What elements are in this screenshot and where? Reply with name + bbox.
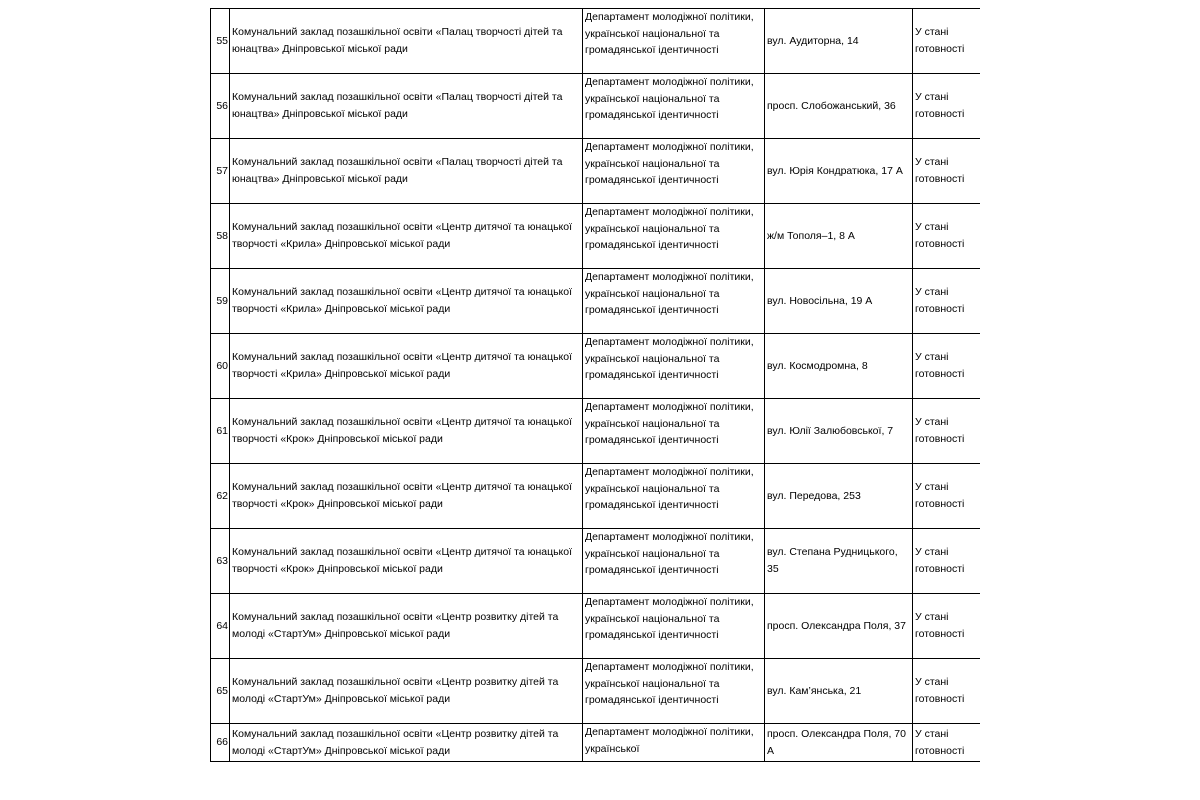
- status: У стані готовності: [913, 74, 981, 139]
- address: вул. Космодромна, 8: [765, 334, 913, 399]
- address: просп. Слобожанський, 36: [765, 74, 913, 139]
- status: У стані готовності: [913, 269, 981, 334]
- institution-name: Комунальний заклад позашкільної освіти «Палац творчості дітей та юнацтва» Дніпровської міської ради: [230, 9, 583, 74]
- row-number: 60: [211, 334, 230, 399]
- row-number: 56: [211, 74, 230, 139]
- department: Департамент молодіжної політики, української національної та громадянської ідентичності: [583, 74, 765, 139]
- status: У стані готовності: [913, 464, 981, 529]
- department: Департамент молодіжної політики, української національної та громадянської ідентичності: [583, 529, 765, 594]
- department: Департамент молодіжної політики, української національної та громадянської ідентичності: [583, 334, 765, 399]
- address: вул. Юрія Кондратюка, 17 А: [765, 139, 913, 204]
- department: Департамент молодіжної політики, української: [583, 724, 765, 762]
- institution-name: Комунальний заклад позашкільної освіти «Центр дитячої та юнацької творчості «Крок» Дніпровської міської ради: [230, 529, 583, 594]
- document-page: [210, 8, 980, 783]
- status: У стані готовності: [913, 399, 981, 464]
- department: Департамент молодіжної політики, української національної та громадянської ідентичності: [583, 9, 765, 74]
- status: У стані готовності: [913, 9, 981, 74]
- department: Департамент молодіжної політики, української національної та громадянської ідентичності: [583, 204, 765, 269]
- table-row: [211, 659, 981, 724]
- institution-name: Комунальний заклад позашкільної освіти «Центр дитячої та юнацької творчості «Крок» Дніпровської міської ради: [230, 464, 583, 529]
- address: вул. Передова, 253: [765, 464, 913, 529]
- table-row: [211, 139, 981, 204]
- status: У стані готовності: [913, 334, 981, 399]
- table-row: [211, 269, 981, 334]
- table-row: [211, 9, 981, 74]
- address: вул. Кам’янська, 21: [765, 659, 913, 724]
- status: У стані готовності: [913, 204, 981, 269]
- department: Департамент молодіжної політики, української національної та громадянської ідентичності: [583, 399, 765, 464]
- institutions-table: [210, 8, 980, 762]
- row-number: 66: [211, 724, 230, 762]
- table-row: [211, 464, 981, 529]
- address: просп. Олександра Поля, 37: [765, 594, 913, 659]
- row-number: 63: [211, 529, 230, 594]
- row-number: 59: [211, 269, 230, 334]
- department: Департамент молодіжної політики, української національної та громадянської ідентичності: [583, 464, 765, 529]
- row-number: 58: [211, 204, 230, 269]
- address: вул. Аудиторна, 14: [765, 9, 913, 74]
- row-number: 65: [211, 659, 230, 724]
- row-number: 62: [211, 464, 230, 529]
- institution-name: Комунальний заклад позашкільної освіти «Центр дитячої та юнацької творчості «Крила» Дніпровської міської ради: [230, 204, 583, 269]
- table-row: [211, 724, 981, 762]
- table-row: [211, 399, 981, 464]
- row-number: 55: [211, 9, 230, 74]
- status: У стані готовності: [913, 594, 981, 659]
- row-number: 61: [211, 399, 230, 464]
- table-row: [211, 529, 981, 594]
- table-row: [211, 204, 981, 269]
- department: Департамент молодіжної політики, української національної та громадянської ідентичності: [583, 139, 765, 204]
- institution-name: Комунальний заклад позашкільної освіти «Центр розвитку дітей та молоді «СтартУм» Дніпровської міської ради: [230, 724, 583, 762]
- department: Департамент молодіжної політики, української національної та громадянської ідентичності: [583, 594, 765, 659]
- status: У стані готовності: [913, 529, 981, 594]
- status: У стані готовності: [913, 139, 981, 204]
- institution-name: Комунальний заклад позашкільної освіти «Центр розвитку дітей та молоді «СтартУм» Дніпровської міської ради: [230, 659, 583, 724]
- address: ж/м Тополя–1, 8 А: [765, 204, 913, 269]
- institution-name: Комунальний заклад позашкільної освіти «Палац творчості дітей та юнацтва» Дніпровської міської ради: [230, 139, 583, 204]
- department: Департамент молодіжної політики, української національної та громадянської ідентичності: [583, 659, 765, 724]
- row-number: 64: [211, 594, 230, 659]
- address: вул. Степана Рудницького, 35: [765, 529, 913, 594]
- address: вул. Новосільна, 19 А: [765, 269, 913, 334]
- status: У стані готовності: [913, 724, 981, 762]
- table-row: [211, 594, 981, 659]
- department: Департамент молодіжної політики, української національної та громадянської ідентичності: [583, 269, 765, 334]
- institution-name: Комунальний заклад позашкільної освіти «Центр розвитку дітей та молоді «СтартУм» Дніпровської міської ради: [230, 594, 583, 659]
- status: У стані готовності: [913, 659, 981, 724]
- address: вул. Юлії Залюбовської, 7: [765, 399, 913, 464]
- table-row: [211, 74, 981, 139]
- institution-name: Комунальний заклад позашкільної освіти «Центр дитячої та юнацької творчості «Крила» Дніпровської міської ради: [230, 334, 583, 399]
- institution-name: Комунальний заклад позашкільної освіти «Палац творчості дітей та юнацтва» Дніпровської міської ради: [230, 74, 583, 139]
- institution-name: Комунальний заклад позашкільної освіти «Центр дитячої та юнацької творчості «Крила» Дніпровської міської ради: [230, 269, 583, 334]
- row-number: 57: [211, 139, 230, 204]
- address: просп. Олександра Поля, 70 А: [765, 724, 913, 762]
- table-row: [211, 334, 981, 399]
- institution-name: Комунальний заклад позашкільної освіти «Центр дитячої та юнацької творчості «Крок» Дніпровської міської ради: [230, 399, 583, 464]
